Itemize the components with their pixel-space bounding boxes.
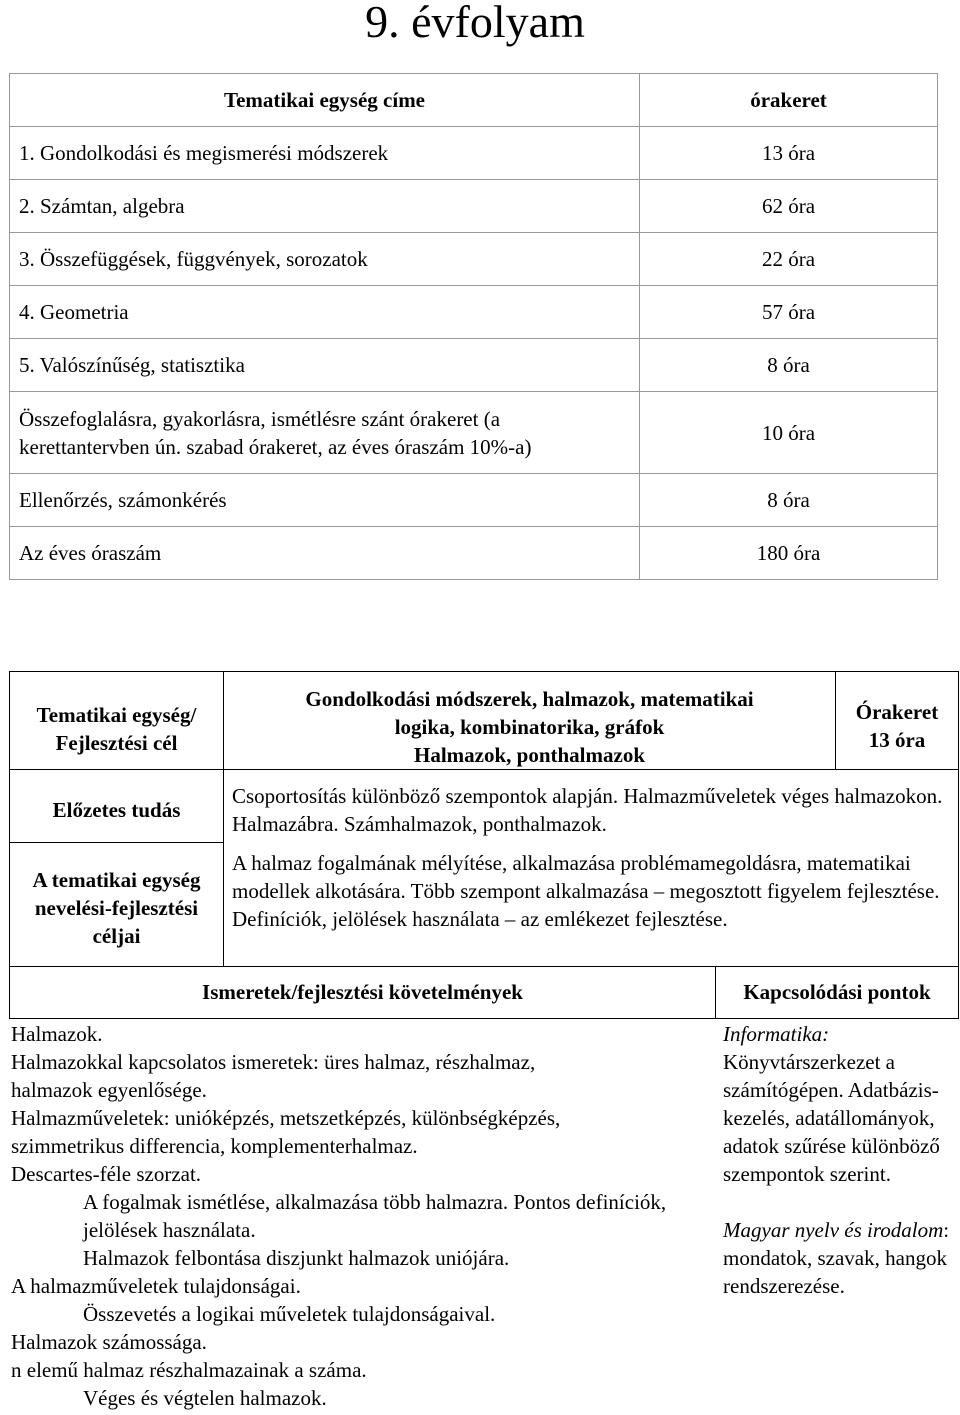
- unit-title-line: logika, kombinatorika, gráfok: [394, 715, 665, 739]
- requirement-indented: A fogalmak ismétlése, alkalmazása több halmazra. Pontos definíciók, jelölések használata.: [83, 1190, 667, 1242]
- divider: [9, 966, 959, 967]
- requirement-line: Halmazok számossága.: [11, 1330, 207, 1354]
- header-hours: órakeret: [640, 74, 938, 127]
- unit-label: Tematikai egység/ Fejlesztési cél: [36, 703, 197, 755]
- topic-cell: 2. Számtan, algebra: [10, 180, 640, 233]
- divider: [9, 769, 959, 770]
- divider: [958, 671, 959, 1018]
- prior-knowledge-label: Előzetes tudás: [52, 798, 181, 822]
- links-text: Könyvtárszerkezet a számítógépen. Adatbázis-kezelés, adatállományok, adatok szűrése különböző szempontok szerint.: [723, 1050, 940, 1186]
- topic-cell: 3. Összefüggések, függvények, sorozatok: [10, 233, 640, 286]
- topic-cell: 4. Geometria: [10, 286, 640, 339]
- requirement-line: Descartes-féle szorzat.: [11, 1162, 202, 1186]
- table-row: [10, 127, 938, 180]
- requirement-line: Halmazműveletek: unióképzés, metszetképzés, különbségképzés,: [11, 1106, 561, 1130]
- hours-cell: 10 óra: [640, 392, 938, 474]
- hours-cell: 8 óra: [640, 339, 938, 392]
- hours-cell: 8 óra: [640, 474, 938, 527]
- prior-knowledge-text: Csoportosítás különböző szempontok alapján. Halmazműveletek véges halmazokon. Halmazábra. Számhalmazok, ponthalmazok.: [232, 784, 943, 836]
- hours-cell: 13 óra: [640, 127, 938, 180]
- table-row: [10, 233, 938, 286]
- table-row: [10, 474, 938, 527]
- links-text: : mondatok, szavak, hangok rendszerezése.: [723, 1218, 950, 1298]
- divider: [9, 842, 224, 843]
- links-header: Kapcsolódási pontok: [743, 980, 931, 1004]
- table-row: [10, 286, 938, 339]
- unit-title-line: Gondolkodási módszerek, halmazok, matematikai: [305, 687, 754, 711]
- hours-value: 13 óra: [868, 728, 926, 752]
- requirement-indented: Összevetés a logikai műveletek tulajdonságaival.: [83, 1302, 496, 1326]
- table-row: [10, 527, 938, 580]
- requirement-line: A halmazműveletek tulajdonságai.: [11, 1274, 301, 1298]
- topic-cell: 5. Valószínűség, statisztika: [10, 339, 640, 392]
- requirement-line: n elemű halmaz részhalmazainak a száma.: [11, 1358, 367, 1382]
- goals-text: A halmaz fogalmának mélyítése, alkalmazása problémamegoldásra, matematikai modellek alkotására. Több szempont alkalmazása – megosztott figyelem fejlesztése. Definíciók, jelölések használata – az emlékezet fejlesztése.: [232, 851, 940, 931]
- topic-cell: 1. Gondolkodási és megismerési módszerek: [10, 127, 640, 180]
- requirement-line: Halmazokkal kapcsolatos ismeretek: üres halmaz, részhalmaz,: [11, 1050, 536, 1074]
- table-row: [10, 339, 938, 392]
- requirements-header: Ismeretek/fejlesztési követelmények: [202, 980, 523, 1004]
- requirement-line: szimmetrikus differencia, komplementerhalmaz.: [11, 1134, 418, 1158]
- page-title: 9. évfolyam: [365, 0, 585, 47]
- header-topic: Tematikai egység címe: [10, 74, 640, 127]
- requirement-indented: Véges és végtelen halmazok.: [83, 1386, 327, 1410]
- links-list: [723, 1020, 955, 1300]
- unit-hours: [836, 698, 958, 754]
- hours-cell: 62 óra: [640, 180, 938, 233]
- topic-cell: Ellenőrzés, számonkérés: [10, 474, 640, 527]
- topic-cell: Összefoglalásra, gyakorlásra, ismétlésre szánt órakeret (a kerettantervben ún. szabad órakeret, az éves óraszám 10%-a): [10, 392, 640, 474]
- links-subject: Magyar nyelv és irodalom: [723, 1218, 944, 1242]
- goals-label: A tematikai egység nevelési-fejlesztési céljai: [32, 868, 201, 948]
- hours-cell: 57 óra: [640, 286, 938, 339]
- hours-table-header: [10, 74, 938, 127]
- unit-title: [224, 685, 835, 769]
- links-subject: Informatika:: [723, 1022, 830, 1046]
- requirements-list: [11, 1020, 711, 1412]
- requirement-indented: Halmazok felbontása diszjunkt halmazok uniójára.: [83, 1246, 510, 1270]
- hours-cell: 180 óra: [640, 527, 938, 580]
- hours-label: Órakeret: [855, 700, 939, 724]
- requirement-line: Halmazok.: [11, 1022, 103, 1046]
- links-item: [723, 1216, 955, 1300]
- divider: [9, 1018, 959, 1019]
- divider: [9, 671, 959, 672]
- table-row: [10, 392, 938, 474]
- topic-cell: Az éves óraszám: [10, 527, 640, 580]
- table-row: [10, 180, 938, 233]
- requirement-line: halmazok egyenlősége.: [11, 1078, 207, 1102]
- unit-subtitle: Halmazok, ponthalmazok: [413, 743, 646, 767]
- hours-cell: 22 óra: [640, 233, 938, 286]
- hours-table: [9, 73, 938, 580]
